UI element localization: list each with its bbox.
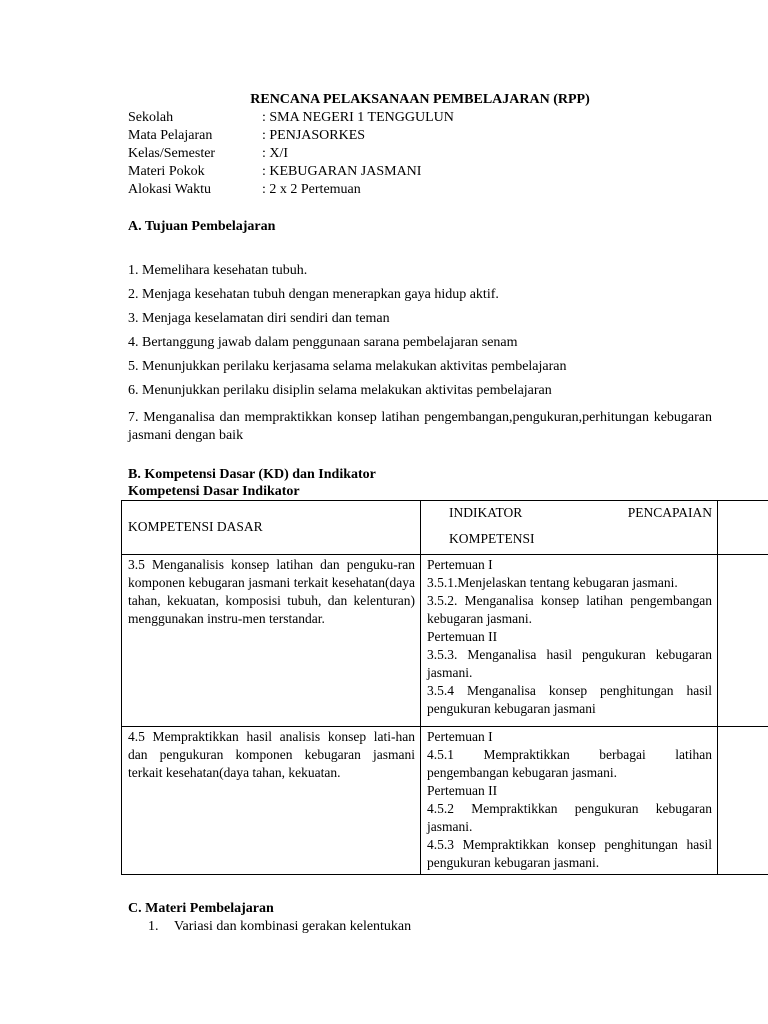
objective-item: 7. Menganalisa dan mempraktikkan konsep latihan pengembangan,pengukuran,perhitungan kebugaran jasmani dengan baik: [128, 410, 712, 443]
info-row-materi-pokok: [128, 163, 712, 181]
header-kompetensi-dasar: KOMPETENSI DASAR: [122, 501, 421, 555]
indicator-line: 4.5.3 Mempraktikkan konsep penghitungan hasil pengukuran kebugaran jasmani.: [427, 837, 712, 870]
info-value: : KEBUGARAN JASMANI: [262, 164, 422, 179]
kd-cell: 3.5 Menganalisis konsep latihan dan penguku-ran komponen kebugaran jasmani terkait kesehatan(daya tahan, kekuatan, komposisi tubuh, dan kelenturan) menggunakan instru-men terstandar.: [122, 555, 421, 727]
indicator-cell: [421, 727, 718, 875]
section-b-heading: B. Kompetensi Dasar (KD) dan Indikator: [128, 467, 376, 482]
table-row: [122, 555, 768, 727]
objective-item: 1. Memelihara kesehatan tubuh.: [128, 263, 308, 278]
info-block: [128, 109, 712, 199]
objectives-list: [128, 259, 712, 445]
header-pencapaian-word: PENCAPAIAN: [627, 505, 712, 520]
section-c-heading: C. Materi Pembelajaran: [128, 901, 274, 916]
info-value: : SMA NEGERI 1 TENGGULUN: [262, 110, 454, 125]
indicator-line: 4.5.1 Mempraktikkan berbagai latihan pengembangan kebugaran jasmani.: [427, 747, 712, 780]
info-row-alokasi-waktu: [128, 181, 712, 199]
objective-item: 2. Menjaga kesehatan tubuh dengan menerapkan gaya hidup aktif.: [128, 287, 499, 302]
materi-item-number: 1.: [148, 919, 159, 934]
info-row-kelas-semester: [128, 145, 712, 163]
objective-item: 3. Menjaga keselamatan diri sendiri dan teman: [128, 311, 390, 326]
empty-cell: [718, 727, 768, 875]
info-row-mata-pelajaran: [128, 127, 712, 145]
materi-item-text: Variasi dan kombinasi gerakan kelentukan: [174, 919, 412, 934]
table-row: [122, 727, 768, 875]
header-indikator-word: INDIKATOR: [449, 505, 523, 520]
materi-item: [148, 918, 411, 936]
kd-cell: 4.5 Mempraktikkan hasil analisis konsep lati-han dan pengukuran komponen kebugaran jasmani terkait kesehatan(daya tahan, kekuatan.: [122, 727, 421, 875]
indicator-line: Pertemuan II: [427, 783, 498, 798]
empty-cell: [718, 555, 768, 727]
objective-item: 4. Bertanggung jawab dalam penggunaan sarana pembelajaran senam: [128, 335, 518, 350]
info-value: : X/I: [262, 146, 289, 161]
document-title: RENCANA PELAKSANAAN PEMBELAJARAN (RPP): [250, 92, 590, 107]
section-a-heading: A. Tujuan Pembelajaran: [128, 219, 276, 234]
info-label: Materi Pokok: [128, 164, 205, 179]
info-label: Sekolah: [128, 110, 174, 125]
info-row-sekolah: [128, 109, 712, 127]
indicator-line: 3.5.1.Menjelaskan tentang kebugaran jasmani.: [427, 575, 678, 590]
objective-item: 6. Menunjukkan perilaku disiplin selama melakukan aktivitas pembelajaran: [128, 383, 552, 398]
header-kompetensi-word: KOMPETENSI: [449, 531, 535, 546]
info-value: : 2 x 2 Pertemuan: [262, 182, 361, 197]
info-value: : PENJASORKES: [262, 128, 366, 143]
info-label: Kelas/Semester: [128, 146, 216, 161]
indicator-line: 3.5.3. Menganalisa hasil pengukuran kebugaran jasmani.: [427, 647, 712, 680]
info-label: Alokasi Waktu: [128, 182, 211, 197]
objective-item: 5. Menunjukkan perilaku kerjasama selama melakukan aktivitas pembelajaran: [128, 359, 567, 374]
header-indikator-line1: [427, 504, 712, 522]
table-header-row: [122, 501, 768, 555]
header-indikator: [421, 501, 718, 555]
indicator-line: 3.5.2. Menganalisa konsep latihan pengembangan kebugaran jasmani.: [427, 593, 712, 626]
section-b-subheading: Kompetensi Dasar Indikator: [128, 484, 300, 499]
indicator-line: 4.5.2 Mempraktikkan pengukuran kebugaran jasmani.: [427, 801, 712, 834]
info-label: Mata Pelajaran: [128, 128, 213, 143]
indicator-line: 3.5.4 Menganalisa konsep penghitungan hasil pengukuran kebugaran jasmani: [427, 683, 712, 716]
indicator-line: Pertemuan I: [427, 729, 493, 744]
indicator-cell: [421, 555, 718, 727]
empty-cell: [718, 501, 768, 555]
kd-table: [121, 500, 768, 875]
materi-list: [148, 918, 411, 936]
indicator-line: Pertemuan I: [427, 557, 493, 572]
indicator-line: Pertemuan II: [427, 629, 498, 644]
